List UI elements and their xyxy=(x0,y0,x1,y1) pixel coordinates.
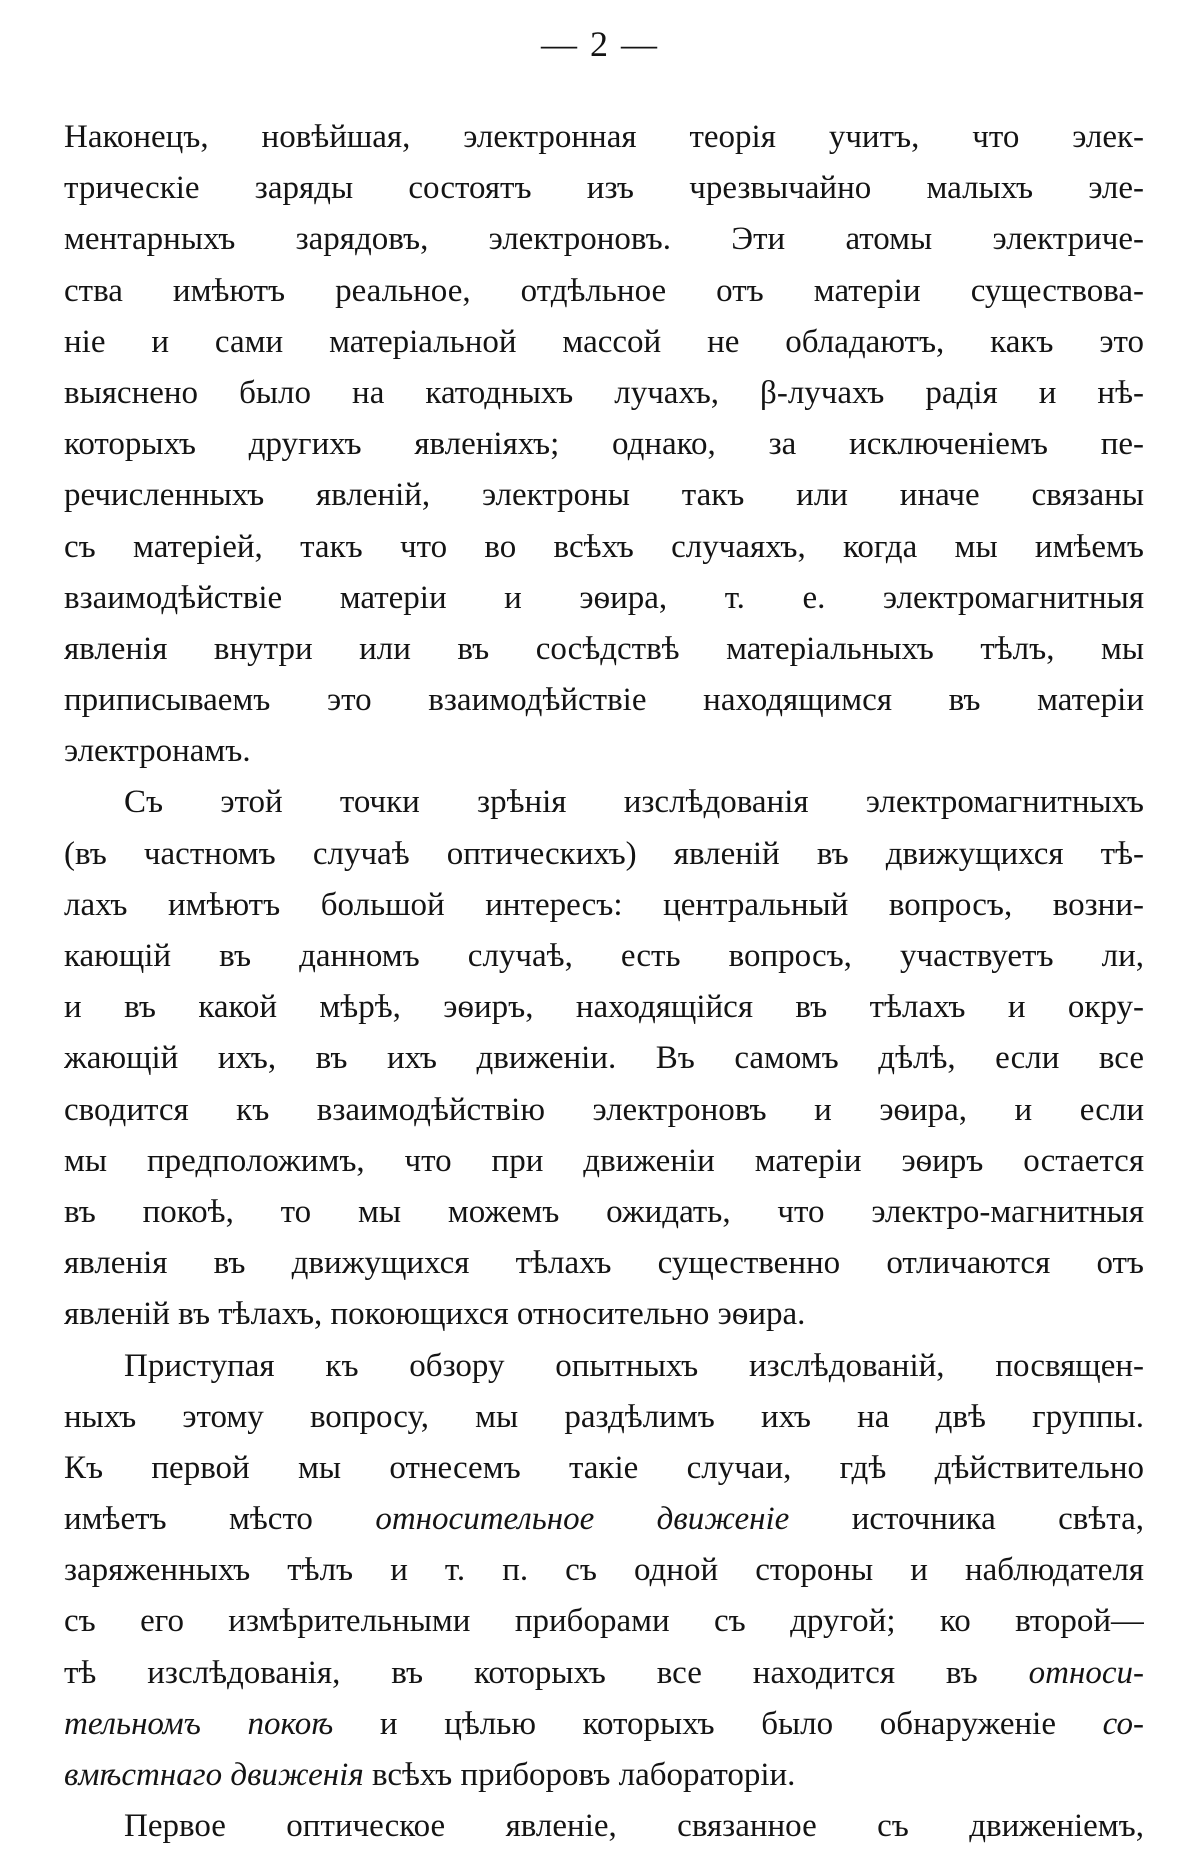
text-line: мы предположимъ, что при движеніи матеріи эѳиръ остается xyxy=(64,1142,1144,1179)
text-line: съ его измѣрительными приборами съ другой; ко второй— xyxy=(64,1603,1144,1640)
text-line: сводится къ взаимодѣйствію электроновъ и эѳира, и если xyxy=(64,1091,1144,1128)
italic-span: относительное движеніе xyxy=(375,1501,790,1538)
text-line: ныхъ этому вопросу, мы раздѣлимъ ихъ на двѣ группы. xyxy=(64,1398,1144,1435)
text-line: речисленныхъ явленій, электроны такъ или иначе связаны xyxy=(64,477,1144,514)
text-line: кающій въ данномъ случаѣ, есть вопросъ, участвуетъ ли, xyxy=(64,938,1144,974)
text-line: Первое оптическое явленіе, связанное съ движеніемъ, xyxy=(124,1808,1144,1845)
text-line: заряженныхъ тѣлъ и т. п. съ одной стороны и наблюдателя xyxy=(64,1552,1144,1589)
text-line: ментарныхъ зарядовъ, электроновъ. Эти атомы электриче- xyxy=(64,221,1144,258)
text-line: взаимодѣйствіе матеріи и эѳира, т. е. электромагнитныя xyxy=(64,579,1144,616)
text-line: жающій ихъ, въ ихъ движеніи. Въ самомъ дѣлѣ, если все xyxy=(64,1040,1144,1077)
text-line: приписываемъ это взаимодѣйствіе находящимся въ матеріи xyxy=(64,682,1144,719)
text-span: всѣхъ приборовъ лабораторіи. xyxy=(363,1757,796,1793)
text-line: Наконецъ, новѣйшая, электронная теорія учитъ, что элек- xyxy=(64,119,1144,155)
text-line xyxy=(64,1699,1144,1750)
text-span: и цѣлью которыхъ было обнаруженіе xyxy=(333,1705,1103,1742)
text-line: которыхъ другихъ явленіяхъ; однако, за исключеніемъ пе- xyxy=(64,426,1144,463)
text-span: тѣ изслѣдованія, въ которыхъ все находится въ xyxy=(64,1654,1029,1691)
italic-span: тельномъ покоѣ xyxy=(64,1705,334,1742)
text-line xyxy=(64,1494,1144,1545)
text-span: источника свѣта, xyxy=(789,1501,1144,1538)
text-line: (въ частномъ случаѣ оптическихъ) явленій въ движущихся тѣ- xyxy=(64,835,1144,872)
text-line xyxy=(64,1750,1144,1801)
text-line: ства имѣютъ реальное, отдѣльное отъ матеріи существова- xyxy=(64,272,1144,309)
page-number: — 2 — xyxy=(541,24,659,64)
text-line: лахъ имѣютъ большой интересъ: центральный вопросъ, возни- xyxy=(64,886,1144,923)
text-line: ніе и сами матеріальной массой не обладаютъ, какъ это xyxy=(64,323,1144,360)
text-line: явленія внутри или въ сосѣдствѣ матеріальныхъ тѣлъ, мы xyxy=(64,630,1144,667)
text-line: выяснено было на катодныхъ лучахъ, β-лучахъ радія и нѣ- xyxy=(64,374,1144,411)
text-span: имѣетъ мѣсто xyxy=(64,1501,376,1538)
text-line: съ матеріей, такъ что во всѣхъ случаяхъ, когда мы имѣемъ xyxy=(64,528,1144,565)
text-line: Приступая къ обзору опытныхъ изслѣдованій, посвящен- xyxy=(124,1347,1144,1384)
text-line: явленій въ тѣлахъ, покоющихся относительно эѳира. xyxy=(64,1296,806,1333)
italic-span: относи- xyxy=(1028,1654,1144,1691)
body-text xyxy=(64,112,1144,1852)
text-line: въ покоѣ, то мы можемъ ожидать, что электро-магнитныя xyxy=(64,1193,1144,1230)
text-line: трическіе заряды состоятъ изъ чрезвычайно малыхъ эле- xyxy=(64,170,1144,207)
italic-span: вмѣстнаго движенія xyxy=(64,1757,364,1793)
text-line: электронамъ. xyxy=(64,733,251,770)
text-line xyxy=(64,1648,1144,1699)
italic-span: со- xyxy=(1102,1705,1144,1742)
text-line: Къ первой мы отнесемъ такіе случаи, гдѣ дѣйствительно xyxy=(64,1449,1144,1486)
text-line: и въ какой мѣрѣ, эѳиръ, находящійся въ тѣлахъ и окру- xyxy=(64,989,1144,1026)
text-line: Съ этой точки зрѣнія изслѣдованія электромагнитныхъ xyxy=(124,784,1144,821)
text-line: явленія въ движущихся тѣлахъ существенно отличаются отъ xyxy=(64,1245,1144,1282)
